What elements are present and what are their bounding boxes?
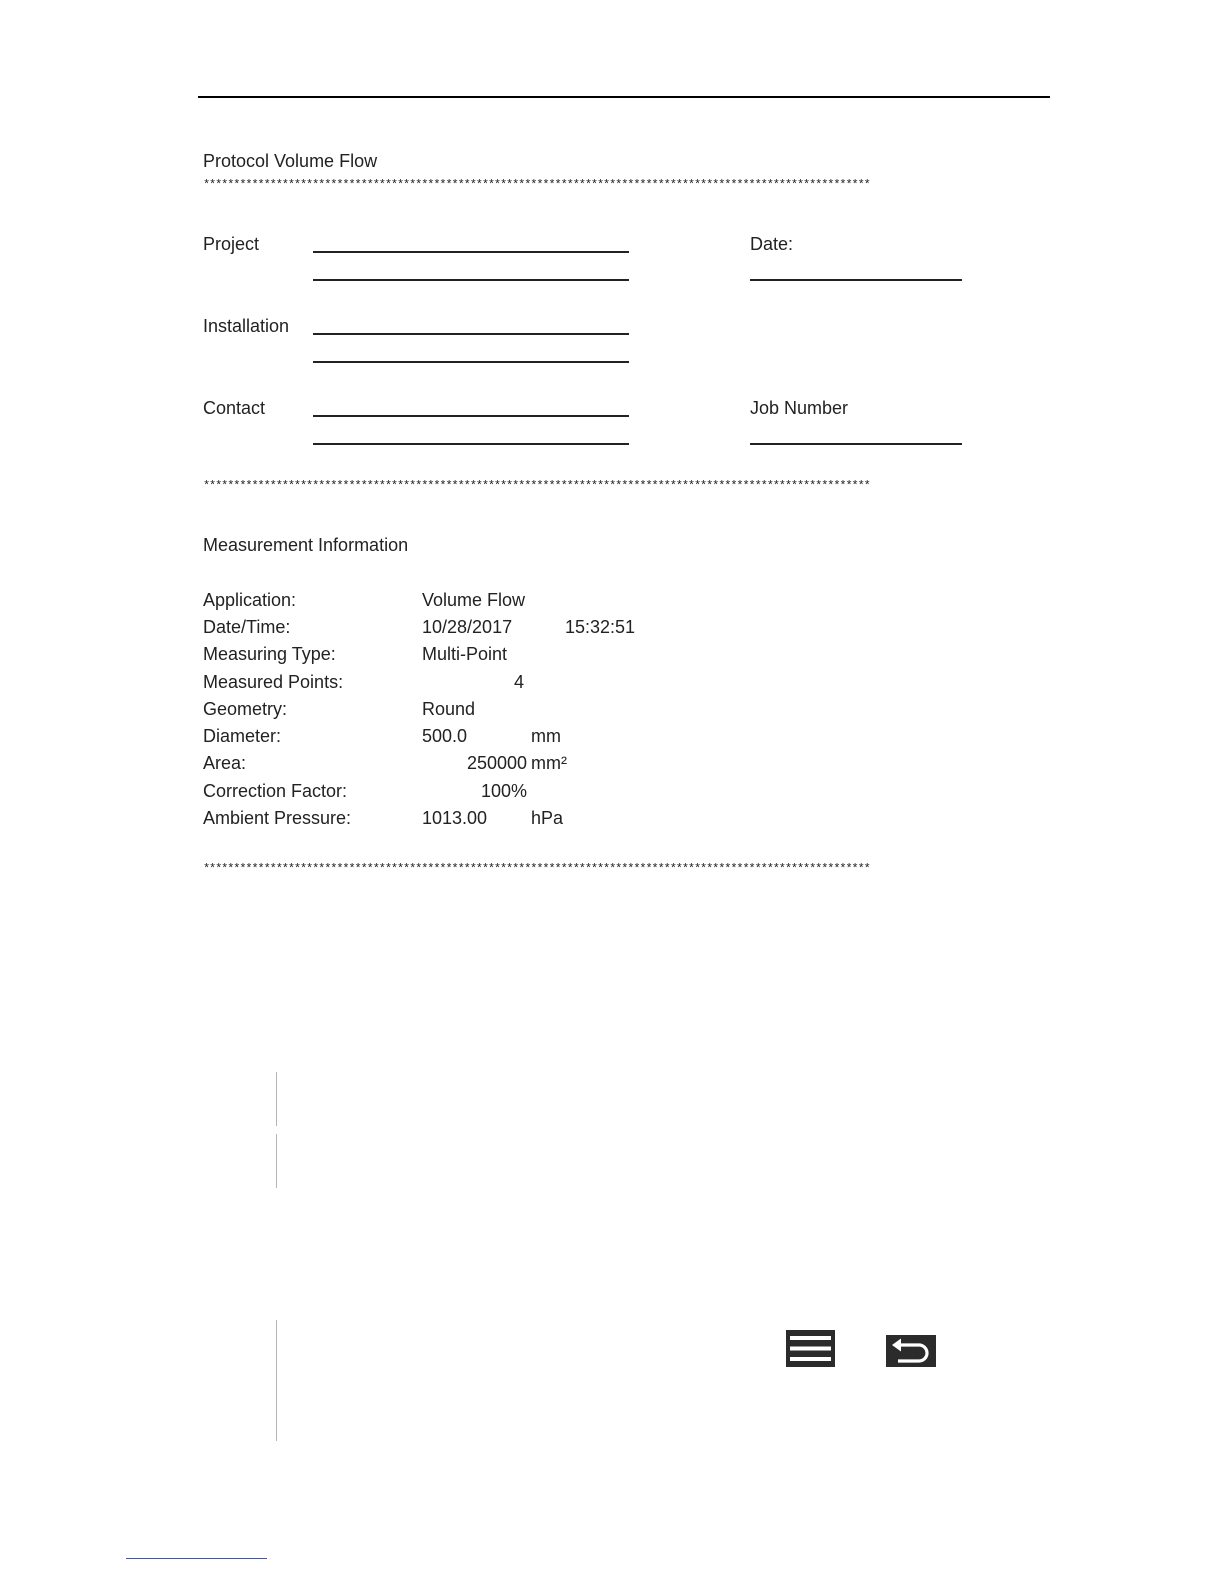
measuring-type-value: Multi-Point bbox=[422, 644, 508, 664]
date-value: 10/28/2017 bbox=[422, 617, 513, 637]
footer-link-underline bbox=[126, 1558, 267, 1559]
date-label: Date: bbox=[750, 234, 794, 254]
correction-factor-label: Correction Factor: bbox=[203, 781, 348, 801]
margin-bar-1 bbox=[276, 1072, 277, 1126]
date-line bbox=[750, 279, 962, 281]
measured-points-label: Measured Points: bbox=[203, 672, 344, 692]
area-label: Area: bbox=[203, 753, 247, 773]
installation-label: Installation bbox=[203, 316, 290, 336]
separator-stars-1: ************************************************************************************************************** bbox=[203, 178, 870, 192]
area-value: 250000 bbox=[467, 753, 528, 773]
diameter-unit: mm bbox=[531, 726, 561, 746]
application-label: Application: bbox=[203, 590, 297, 610]
diameter-label: Diameter: bbox=[203, 726, 282, 746]
back-arrow-icon[interactable] bbox=[886, 1335, 936, 1367]
protocol-title: Protocol Volume Flow bbox=[203, 151, 378, 171]
installation-line-1 bbox=[313, 333, 629, 335]
measurement-heading: Measurement Information bbox=[203, 535, 409, 555]
time-value: 15:32:51 bbox=[565, 617, 636, 637]
separator-stars-3: ************************************************************************************************************** bbox=[203, 862, 870, 876]
margin-bar-3 bbox=[276, 1320, 277, 1441]
separator-stars-2: ************************************************************************************************************** bbox=[203, 479, 870, 493]
job-number-line bbox=[750, 443, 962, 445]
contact-line-2 bbox=[313, 443, 629, 445]
datetime-label: Date/Time: bbox=[203, 617, 291, 637]
project-line-1 bbox=[313, 251, 629, 253]
project-line-2 bbox=[313, 279, 629, 281]
margin-bar-2 bbox=[276, 1134, 277, 1188]
project-label: Project bbox=[203, 234, 260, 254]
diameter-value: 500.0 bbox=[422, 726, 468, 746]
geometry-value: Round bbox=[422, 699, 476, 719]
measured-points-value: 4 bbox=[514, 672, 525, 692]
geometry-label: Geometry: bbox=[203, 699, 288, 719]
contact-label: Contact bbox=[203, 398, 266, 418]
header-rule bbox=[198, 96, 1050, 98]
job-number-label: Job Number bbox=[750, 398, 849, 418]
installation-line-2 bbox=[313, 361, 629, 363]
area-unit: mm² bbox=[531, 753, 567, 773]
menu-icon[interactable] bbox=[786, 1330, 835, 1367]
ambient-pressure-unit: hPa bbox=[531, 808, 564, 828]
measuring-type-label: Measuring Type: bbox=[203, 644, 336, 664]
application-value: Volume Flow bbox=[422, 590, 526, 610]
correction-factor-value: 100% bbox=[481, 781, 528, 801]
contact-line-1 bbox=[313, 415, 629, 417]
ambient-pressure-value: 1013.00 bbox=[422, 808, 488, 828]
ambient-pressure-label: Ambient Pressure: bbox=[203, 808, 352, 828]
